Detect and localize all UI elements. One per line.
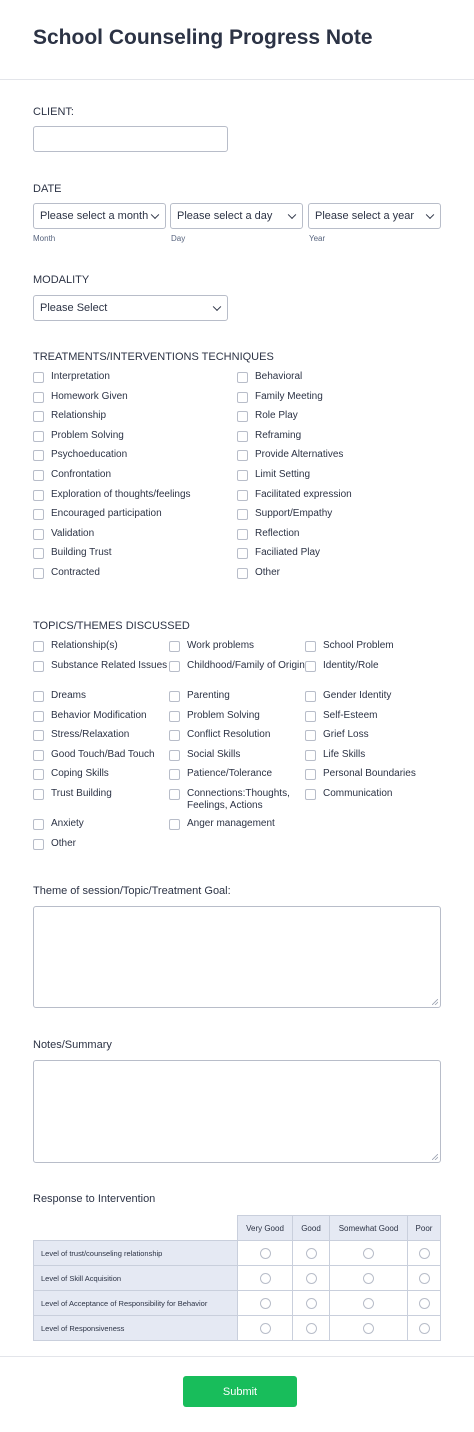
grid-cell — [292, 1315, 330, 1341]
treatment-option-label: Facilitated expression — [255, 488, 352, 500]
year-select[interactable] — [308, 203, 441, 229]
topic-checkbox[interactable] — [33, 711, 44, 722]
resize-handle-icon[interactable] — [432, 999, 438, 1005]
rating-radio[interactable] — [419, 1273, 430, 1284]
rating-radio[interactable] — [419, 1248, 430, 1259]
treatment-checkbox[interactable] — [33, 392, 44, 403]
topic-checkbox[interactable] — [169, 819, 180, 830]
topic-checkbox[interactable] — [305, 769, 316, 780]
treatment-option-label: Role Play — [255, 410, 298, 422]
topic-option-label: Substance Related Issues — [51, 660, 168, 671]
topic-option-label: Relationship(s) — [51, 640, 118, 651]
topic-checkbox[interactable] — [169, 711, 180, 722]
grid-cell — [237, 1290, 293, 1316]
treatment-option-label: Problem Solving — [51, 429, 124, 441]
topic-option-label: Behavior Modification — [51, 710, 147, 721]
grid-row-label: Level of trust/counseling relationship — [33, 1240, 238, 1266]
rating-radio[interactable] — [260, 1298, 271, 1309]
month-select-value: Please select a month — [40, 210, 149, 222]
treatment-option-label: Support/Empathy — [255, 508, 333, 520]
rating-radio[interactable] — [306, 1248, 317, 1259]
treatment-checkbox[interactable] — [33, 490, 44, 501]
topic-option-label: Trust Building — [51, 788, 112, 799]
topic-checkbox[interactable] — [169, 641, 180, 652]
notes-label: Notes/Summary — [33, 1039, 112, 1051]
rating-radio[interactable] — [260, 1248, 271, 1259]
rating-radio[interactable] — [306, 1273, 317, 1284]
treatment-checkbox[interactable] — [33, 529, 44, 540]
grid-cell — [329, 1315, 408, 1341]
treatment-option-label: Provide Alternatives — [255, 449, 344, 461]
response-label: Response to Intervention — [33, 1193, 156, 1205]
rating-radio[interactable] — [363, 1273, 374, 1284]
topic-option-label: Problem Solving — [187, 710, 260, 721]
chevron-down-icon — [288, 211, 296, 219]
client-label: CLIENT: — [33, 106, 74, 118]
topic-checkbox[interactable] — [169, 691, 180, 702]
grid-row-label: Level of Acceptance of Responsibility for Behavior — [33, 1290, 238, 1316]
treatment-checkbox[interactable] — [237, 372, 248, 383]
topic-option-label: Communication — [323, 788, 393, 799]
topic-checkbox[interactable] — [305, 691, 316, 702]
topic-option-label: Coping Skills — [51, 768, 109, 779]
year-sublabel: Year — [309, 234, 326, 243]
topic-checkbox[interactable] — [33, 750, 44, 761]
treatment-option-label: Validation — [51, 527, 95, 539]
treatment-option-label: Reflection — [255, 527, 300, 539]
topic-option-label: Identity/Role — [323, 660, 379, 671]
topic-checkbox[interactable] — [33, 839, 44, 850]
header-divider — [0, 79, 474, 80]
grid-column-header: Very Good — [237, 1215, 293, 1241]
topic-option-label: Dreams — [51, 690, 87, 701]
topic-checkbox[interactable] — [305, 661, 316, 672]
treatment-option-label: Limit Setting — [255, 469, 311, 480]
chevron-down-icon — [213, 303, 221, 311]
theme-label: Theme of session/Topic/Treatment Goal: — [33, 885, 231, 897]
date-label: DATE — [33, 183, 62, 195]
topic-checkbox[interactable] — [33, 769, 44, 780]
topic-option-label: Other — [51, 838, 77, 849]
treatment-checkbox[interactable] — [33, 548, 44, 559]
treatment-option-label: Other — [255, 567, 281, 578]
topic-checkbox[interactable] — [33, 789, 44, 800]
treatment-checkbox[interactable] — [33, 470, 44, 481]
topic-checkbox[interactable] — [305, 711, 316, 722]
topic-option-label: Personal Boundaries — [323, 768, 416, 779]
grid-cell — [407, 1315, 441, 1341]
treatment-option-label: Behavioral — [255, 371, 303, 382]
topic-checkbox[interactable] — [33, 819, 44, 830]
treatment-option-label: Faciliated Play — [255, 547, 321, 559]
topic-option-label: Childhood/Family of Origin — [187, 660, 305, 671]
grid-column-header: Poor — [407, 1215, 441, 1241]
rating-radio[interactable] — [363, 1298, 374, 1309]
grid-cell — [292, 1265, 330, 1291]
grid-column-header: Good — [292, 1215, 330, 1241]
treatment-checkbox[interactable] — [237, 548, 248, 559]
grid-cell — [292, 1240, 330, 1266]
topic-checkbox[interactable] — [33, 691, 44, 702]
year-select-value: Please select a year — [315, 210, 415, 222]
topics-label: TOPICS/THEMES DISCUSSED — [33, 620, 190, 632]
page-title: School Counseling Progress Note — [33, 26, 373, 49]
topic-checkbox[interactable] — [305, 641, 316, 652]
treatment-checkbox[interactable] — [237, 411, 248, 422]
month-select[interactable] — [33, 203, 166, 229]
treatment-checkbox[interactable] — [33, 372, 44, 383]
chevron-down-icon — [151, 211, 159, 219]
treatment-checkbox[interactable] — [33, 450, 44, 461]
theme-textarea[interactable] — [33, 906, 441, 1008]
treatment-option-label: Exploration of thoughts/feelings — [51, 488, 191, 500]
topic-option-label: Social Skills — [187, 749, 241, 760]
rating-radio[interactable] — [260, 1273, 271, 1284]
rating-radio[interactable] — [306, 1298, 317, 1309]
grid-row-label: Level of Responsiveness — [33, 1315, 238, 1341]
day-select-value: Please select a day — [177, 210, 273, 222]
topic-option-label: Conflict Resolution — [187, 729, 271, 740]
treatment-checkbox[interactable] — [33, 568, 44, 579]
rating-radio[interactable] — [419, 1298, 430, 1309]
notes-textarea[interactable] — [33, 1060, 441, 1163]
treatment-checkbox[interactable] — [237, 568, 248, 579]
client-input[interactable] — [33, 126, 228, 152]
treatment-checkbox[interactable] — [33, 411, 44, 422]
topic-checkbox[interactable] — [305, 750, 316, 761]
footer-divider — [0, 1356, 474, 1357]
grid-cell — [407, 1240, 441, 1266]
grid-cell — [292, 1290, 330, 1316]
grid-cell — [237, 1265, 293, 1291]
topic-checkbox[interactable] — [169, 750, 180, 761]
rating-radio[interactable] — [306, 1323, 317, 1334]
grid-cell — [407, 1290, 441, 1316]
treatment-option-label: Family Meeting — [255, 390, 323, 402]
topic-checkbox[interactable] — [169, 661, 180, 672]
treatment-checkbox[interactable] — [33, 509, 44, 520]
treatment-checkbox[interactable] — [237, 392, 248, 403]
topic-checkbox[interactable] — [33, 661, 44, 672]
grid-row-label: Level of Skill Acquisition — [33, 1265, 238, 1291]
topic-checkbox[interactable] — [305, 789, 316, 800]
topic-option-label: Self-Esteem — [323, 710, 378, 721]
day-sublabel: Day — [171, 234, 186, 243]
treatment-checkbox[interactable] — [237, 450, 248, 461]
grid-cell — [237, 1315, 293, 1341]
topic-option-label: Anxiety — [51, 818, 84, 829]
treatment-option-label: Contracted — [51, 567, 100, 578]
topic-option-label: Life Skills — [323, 749, 366, 760]
topic-option-label: School Problem — [323, 640, 394, 651]
month-sublabel: Month — [33, 234, 56, 243]
treatment-option-label: Interpretation — [51, 371, 110, 382]
treatment-option-label: Reframing — [255, 429, 302, 441]
treatment-checkbox[interactable] — [237, 490, 248, 501]
topic-option-label: Gender Identity — [323, 690, 392, 701]
rating-radio[interactable] — [260, 1323, 271, 1334]
treatment-option-label: Encouraged participation — [51, 508, 162, 520]
treatment-option-label: Homework Given — [51, 390, 128, 402]
grid-cell — [329, 1290, 408, 1316]
treatment-option-label: Relationship — [51, 410, 107, 422]
topic-checkbox[interactable] — [169, 789, 180, 800]
treatment-checkbox[interactable] — [237, 509, 248, 520]
grid-column-header: Somewhat Good — [329, 1215, 408, 1241]
grid-cell — [407, 1265, 441, 1291]
topic-checkbox[interactable] — [33, 641, 44, 652]
grid-cell — [329, 1265, 408, 1291]
treatment-option-label: Confrontation — [51, 469, 112, 480]
modality-select[interactable] — [33, 295, 228, 321]
treatments-label: TREATMENTS/INTERVENTIONS TECHNIQUES — [33, 351, 274, 363]
topic-checkbox[interactable] — [33, 730, 44, 741]
treatment-checkbox[interactable] — [237, 529, 248, 540]
topic-option-label: Anger management — [187, 818, 275, 829]
rating-radio[interactable] — [363, 1248, 374, 1259]
treatment-option-label: Psychoeducation — [51, 449, 128, 461]
topic-checkbox[interactable] — [169, 769, 180, 780]
topic-option-label: Stress/Relaxation — [51, 729, 130, 740]
treatment-checkbox[interactable] — [237, 470, 248, 481]
chevron-down-icon — [426, 211, 434, 219]
treatment-option-label: Building Trust — [51, 547, 112, 559]
rating-radio[interactable] — [419, 1323, 430, 1334]
grid-cell — [237, 1240, 293, 1266]
grid-cell — [329, 1240, 408, 1266]
topic-checkbox[interactable] — [169, 730, 180, 741]
modality-label: MODALITY — [33, 274, 90, 286]
topic-checkbox[interactable] — [305, 730, 316, 741]
rating-radio[interactable] — [363, 1323, 374, 1334]
modality-select-value: Please Select — [40, 302, 108, 314]
day-select[interactable] — [170, 203, 303, 229]
topic-option-label: Good Touch/Bad Touch — [51, 749, 155, 760]
treatment-checkbox[interactable] — [33, 431, 44, 442]
topic-option-label: Work problems — [187, 640, 255, 651]
topic-option-label: Parenting — [187, 690, 230, 701]
topic-option-label: Connections:Thoughts, Feelings, Actions — [187, 788, 290, 811]
topic-option-label: Grief Loss — [323, 729, 369, 740]
topic-option-label: Patience/Tolerance — [187, 768, 273, 779]
resize-handle-icon[interactable] — [432, 1154, 438, 1160]
treatment-checkbox[interactable] — [237, 431, 248, 442]
submit-button[interactable]: Submit — [183, 1376, 297, 1407]
